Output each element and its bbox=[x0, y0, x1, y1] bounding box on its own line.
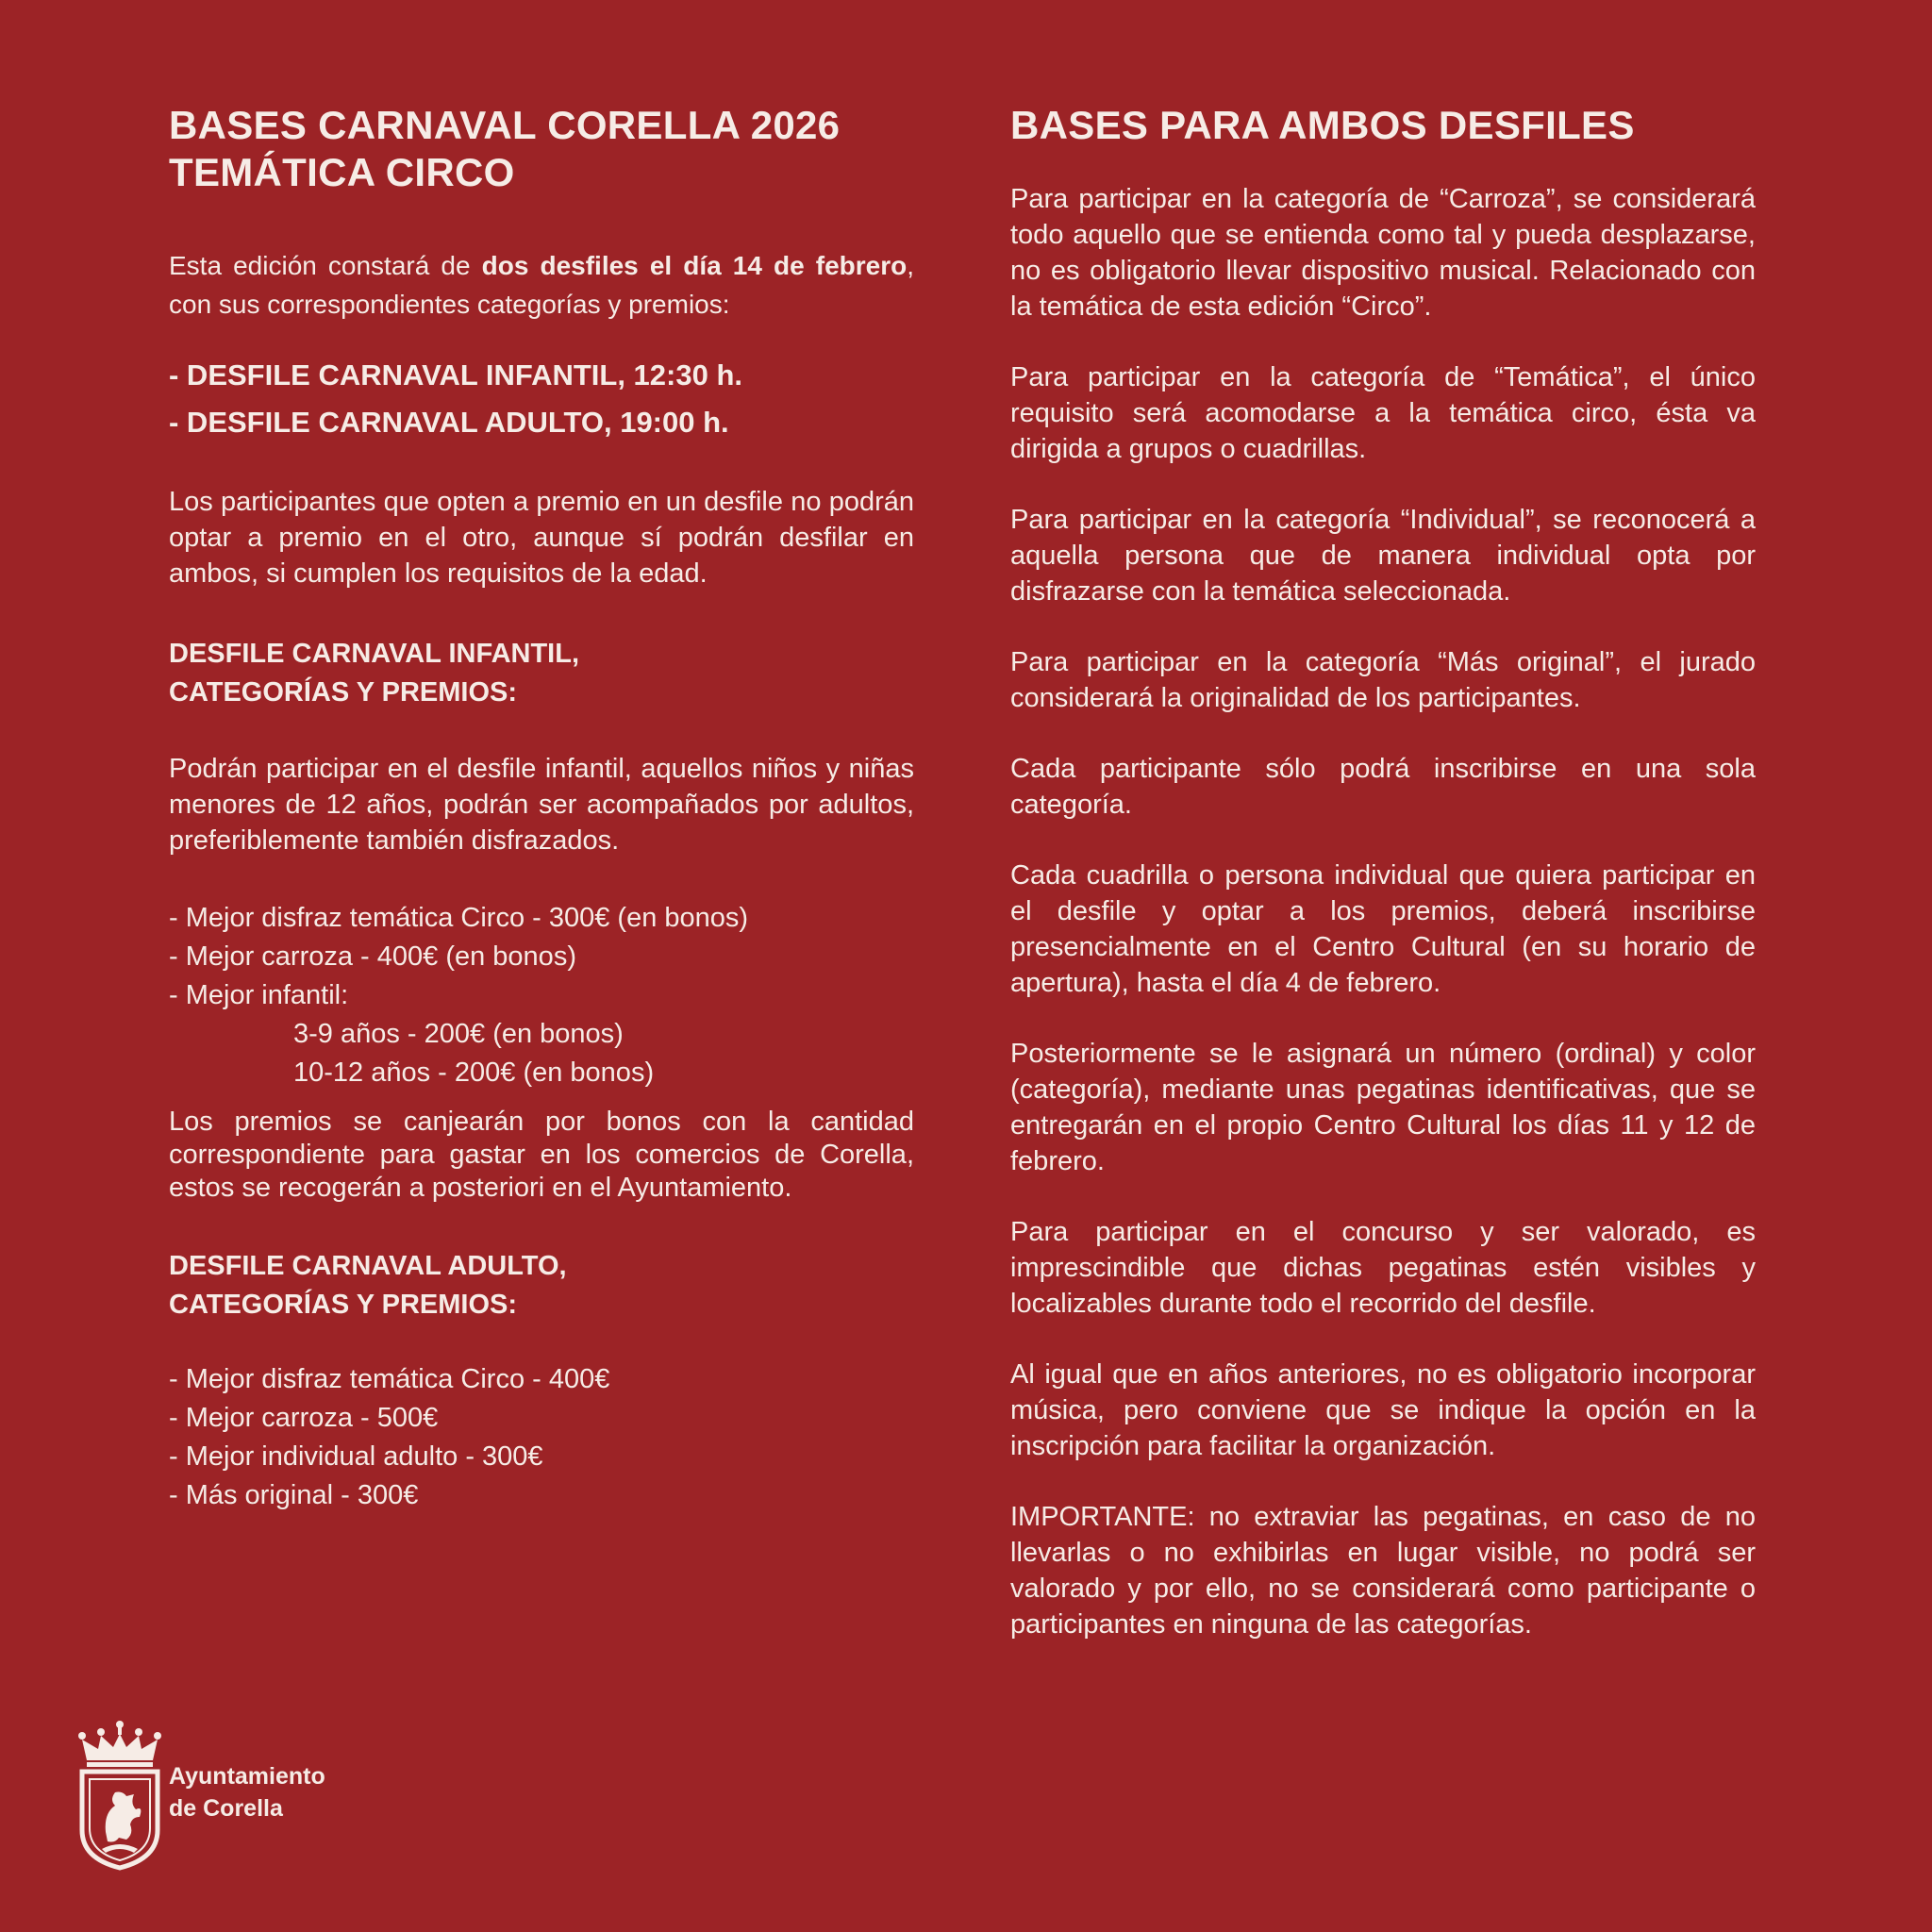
participants-rule: Los participantes que opten a premio en un desfile no podrán optar a premio en el otro, aunque sí podrán desfilar en ambos, si cumplen los requisitos de la edad. bbox=[169, 487, 914, 589]
list-item: - Más original - 300€ bbox=[169, 1480, 419, 1510]
coat-of-arms-icon bbox=[77, 1719, 162, 1872]
rule-paragraph: Cada cuadrilla o persona individual que quiera participar en el desfile y optar a los premios, deberá inscribirse presencialmente en el Centro Cultural (en su horario de apertura), hasta el día 4 de febrero. bbox=[1010, 860, 1756, 998]
intro-text bbox=[169, 246, 914, 324]
list-item: - Mejor individual adulto - 300€ bbox=[169, 1441, 543, 1472]
list-item: - Mejor carroza - 500€ bbox=[169, 1403, 439, 1433]
parade-adulto: - DESFILE CARNAVAL ADULTO, 19:00 h. bbox=[169, 406, 729, 439]
rule-paragraph: Para participar en la categoría de “Carroza”, se considerará todo aquello que se entienda como tal y pueda desplazarse, no es obligatorio llevar dispositivo musical. Relacionado con la temática de esta edición “Circo”. bbox=[1010, 184, 1756, 322]
infantil-prize-list bbox=[169, 899, 914, 1092]
rules-list bbox=[1010, 181, 1756, 1642]
rule-paragraph: Para participar en la categoría “Individual”, se reconocerá a aquella persona que de manera individual opta por disfrazarse con la temática seleccionada. bbox=[1010, 505, 1756, 607]
infantil-heading-line2: CATEGORÍAS Y PREMIOS: bbox=[169, 677, 517, 708]
adulto-heading-line2: CATEGORÍAS Y PREMIOS: bbox=[169, 1290, 517, 1320]
main-title-line2: TEMÁTICA CIRCO bbox=[169, 150, 515, 194]
rules-title: BASES PARA AMBOS DESFILES bbox=[1010, 103, 1635, 147]
logo-text bbox=[169, 1760, 325, 1824]
rule-paragraph: Para participar en la categoría de “Temática”, el único requisito será acomodarse a la temática circo, ésta va dirigida a grupos o cuadrillas. bbox=[1010, 362, 1756, 464]
list-item: - Mejor carroza - 400€ (en bonos) bbox=[169, 941, 576, 972]
intro-text-b: , con sus correspondientes categorías y premios: bbox=[169, 251, 914, 319]
infantil-heading bbox=[169, 635, 914, 712]
logo-line2: de Corella bbox=[169, 1795, 283, 1822]
rule-paragraph: Para participar en la categoría “Más original”, el jurado considerará la originalidad de los participantes. bbox=[1010, 647, 1756, 713]
list-item: - Mejor disfraz temática Circo - 300€ (en bonos) bbox=[169, 903, 749, 933]
rule-paragraph: Para participar en el concurso y ser valorado, es imprescindible que dichas pegatinas estén visibles y localizables durante todo el recorrido del desfile. bbox=[1010, 1217, 1756, 1319]
rule-paragraph: Cada participante sólo podrá inscribirse en una sola categoría. bbox=[1010, 754, 1756, 820]
logo-line1: Ayuntamiento bbox=[169, 1763, 325, 1790]
rule-paragraph: Al igual que en años anteriores, no es obligatorio incorporar música, pero conviene que se indique la opción en la inscripción para facilitar la organización. bbox=[1010, 1359, 1756, 1461]
main-title-line1: BASES CARNAVAL CORELLA 2026 bbox=[169, 103, 841, 147]
adulto-heading-line1: DESFILE CARNAVAL ADULTO, bbox=[169, 1251, 567, 1281]
list-item: - Mejor disfraz temática Circo - 400€ bbox=[169, 1364, 610, 1394]
infantil-description: Podrán participar en el desfile infantil, aquellos niños y niñas menores de 12 años, podrán ser acompañados por adultos, preferiblemente también disfrazados. bbox=[169, 754, 914, 856]
list-item: 3-9 años - 200€ (en bonos) bbox=[293, 1019, 624, 1049]
intro-text-a: Esta edición constará de bbox=[169, 251, 482, 280]
left-column bbox=[169, 102, 914, 1515]
list-item: - Mejor infantil: bbox=[169, 980, 349, 1010]
main-title bbox=[169, 102, 914, 196]
parade-infantil: - DESFILE CARNAVAL INFANTIL, 12:30 h. bbox=[169, 358, 742, 391]
adulto-prize-list bbox=[169, 1360, 914, 1515]
list-item: 10-12 años - 200€ (en bonos) bbox=[293, 1058, 655, 1088]
adulto-heading bbox=[169, 1247, 914, 1324]
intro-text-bold: dos desfiles el día 14 de febrero bbox=[481, 251, 908, 280]
rule-paragraph: IMPORTANTE: no extraviar las pegatinas, en caso de no llevarlas o no exhibirlas en lugar visible, no podrá ser valorado y por ello, no se considerará como participante o participantes en ninguna de las categorías. bbox=[1010, 1502, 1756, 1640]
rule-paragraph: Posteriormente se le asignará un número (ordinal) y color (categoría), mediante unas pegatinas identificativas, que se entregarán en el propio Centro Cultural los días 11 y 12 de febrero. bbox=[1010, 1039, 1756, 1176]
infantil-heading-line1: DESFILE CARNAVAL INFANTIL, bbox=[169, 639, 579, 669]
right-column bbox=[1010, 102, 1756, 1677]
parade-schedule bbox=[169, 352, 914, 446]
bonos-note: Los premios se canjearán por bonos con la cantidad correspondiente para gastar en los comercios de Corella, estos se recogerán a posteriori en el Ayuntamiento. bbox=[169, 1107, 914, 1203]
